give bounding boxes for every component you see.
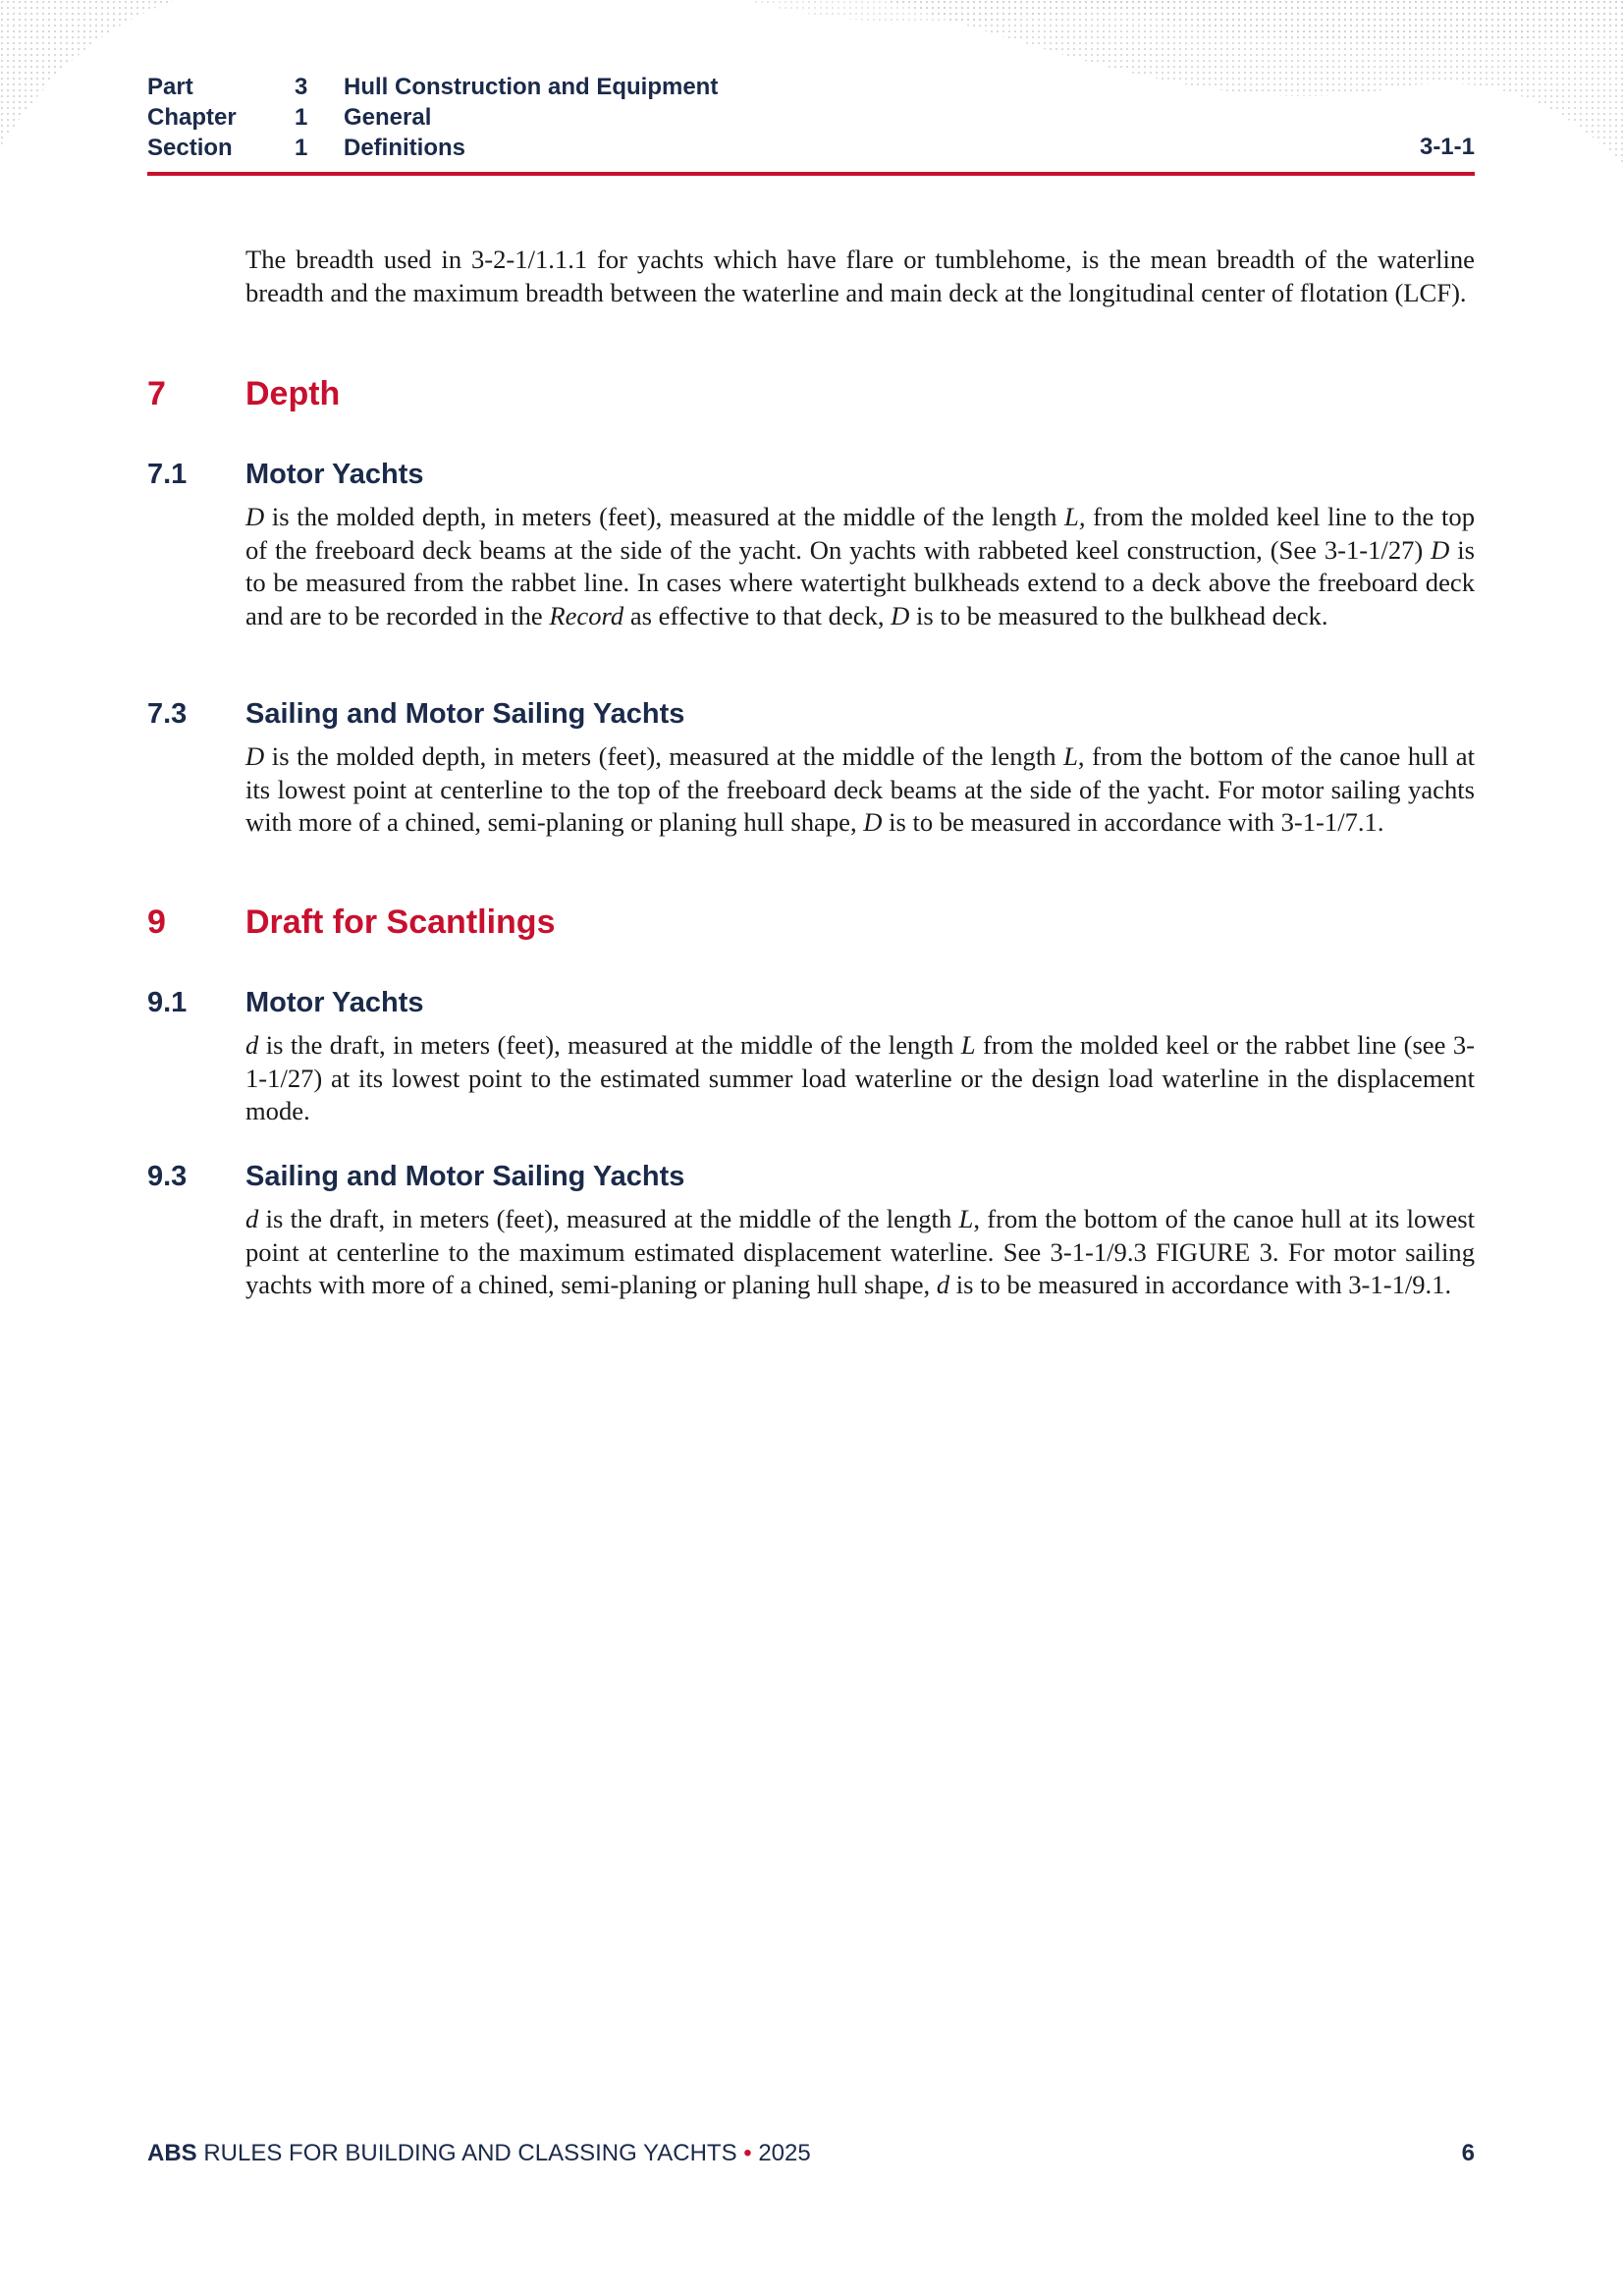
paragraph-9-1: d is the draft, in meters (feet), measured at the middle of the length L from the molded keel or the rabbet line (see 3-1-1/27) at its lowest point to the estimated summer load waterline or the design load waterline in the displacement mode. [245,1030,1475,1125]
header-section-title: Definitions [344,135,465,161]
symbol-L: L [958,1204,974,1233]
symbol-D: D [245,741,265,771]
footer-title: RULES FOR BUILDING AND CLASSING YACHTS [196,2140,744,2166]
subsection-number: 9.1 [147,987,188,1018]
paragraph-7-1: D is the molded depth, in meters (feet), measured at the middle of the length L, from the molded keel line to the top of the freeboard deck beams at the side of the yacht. On yachts with rabbeted keel construction, (See 3-1-1/27) D is to be measured from the rabbet line. In cases where watertight bulkheads extend to a deck above the freeboard deck and are to be recorded in the Record as effective to that deck, D is to be measured to the bulkhead deck. [245,502,1476,630]
paragraph-7-3: D is the molded depth, in meters (feet), measured at the middle of the length L, from the bottom of the canoe hull at its lowest point at centerline to the top of the freeboard deck beams at the side of the yacht. For motor sailing yachts with more of a chined, semi-planing or planing hull shape, D is to be measured in accordance with 3-1-1/7.1. [245,741,1475,837]
section-title: Draft for Scantlings [245,903,556,941]
symbol-D: D [891,600,910,630]
header-chapter-label: Chapter [147,104,237,131]
symbol-d: d [245,1204,259,1233]
symbol-D: D [1431,534,1450,565]
section-number: 9 [147,903,166,941]
symbol-D: D [245,502,265,531]
header-part-title: Hull Construction and Equipment [344,74,719,100]
header-section-label: Section [147,135,233,161]
page-number: 6 [1461,2140,1475,2166]
header-chapter-number: 1 [295,104,308,131]
header-chapter-title: General [344,104,432,131]
subsection-number: 9.3 [147,1161,188,1192]
header-part-label: Part [147,74,193,100]
symbol-L: L [960,1030,976,1060]
header-rule [147,172,1475,176]
subsection-title: Sailing and Motor Sailing Yachts [245,698,685,730]
paragraph-9-3: d is the draft, in meters (feet), measured at the middle of the length L, from the bottom of the canoe hull at its lowest point at centerline to the maximum estimated displacement waterline. See 3-1-1/9.3 FIGURE 3. For motor sailing yachts with more of a chined, semi-planing or planing hull shape, d is to be measured in accordance with 3-1-1/9.1. [245,1204,1476,1299]
symbol-L: L [1063,741,1078,771]
subsection-title: Motor Yachts [245,459,424,490]
section-title: Depth [245,375,341,412]
symbol-D: D [863,807,883,837]
header-section-reference: 3-1-1 [1419,134,1475,160]
header-part-number: 3 [295,74,308,100]
footer-bullet: • [743,2140,752,2166]
record-term: Record [549,600,624,630]
section-number: 7 [147,375,166,412]
subsection-title: Motor Yachts [245,987,424,1018]
footer-abs-logo-text: ABS [147,2140,197,2166]
running-header [147,73,1475,175]
footer-year: 2025 [751,2140,811,2166]
page-footer [147,2140,1475,2173]
breadth-paragraph: The breadth used in 3-2-1/1.1.1 for yachts which have flare or tumblehome, is the mean breadth of the waterline breadth and the maximum breadth between the waterline and main deck at the longitudinal center of flotation (LCF). [245,245,1475,307]
header-section-number: 1 [295,135,308,161]
subsection-number: 7.3 [147,698,188,730]
symbol-L: L, [1064,502,1086,531]
subsection-number: 7.1 [147,459,188,490]
subsection-title: Sailing and Motor Sailing Yachts [245,1161,685,1192]
symbol-d: d [936,1270,950,1299]
symbol-d: d [245,1030,259,1060]
